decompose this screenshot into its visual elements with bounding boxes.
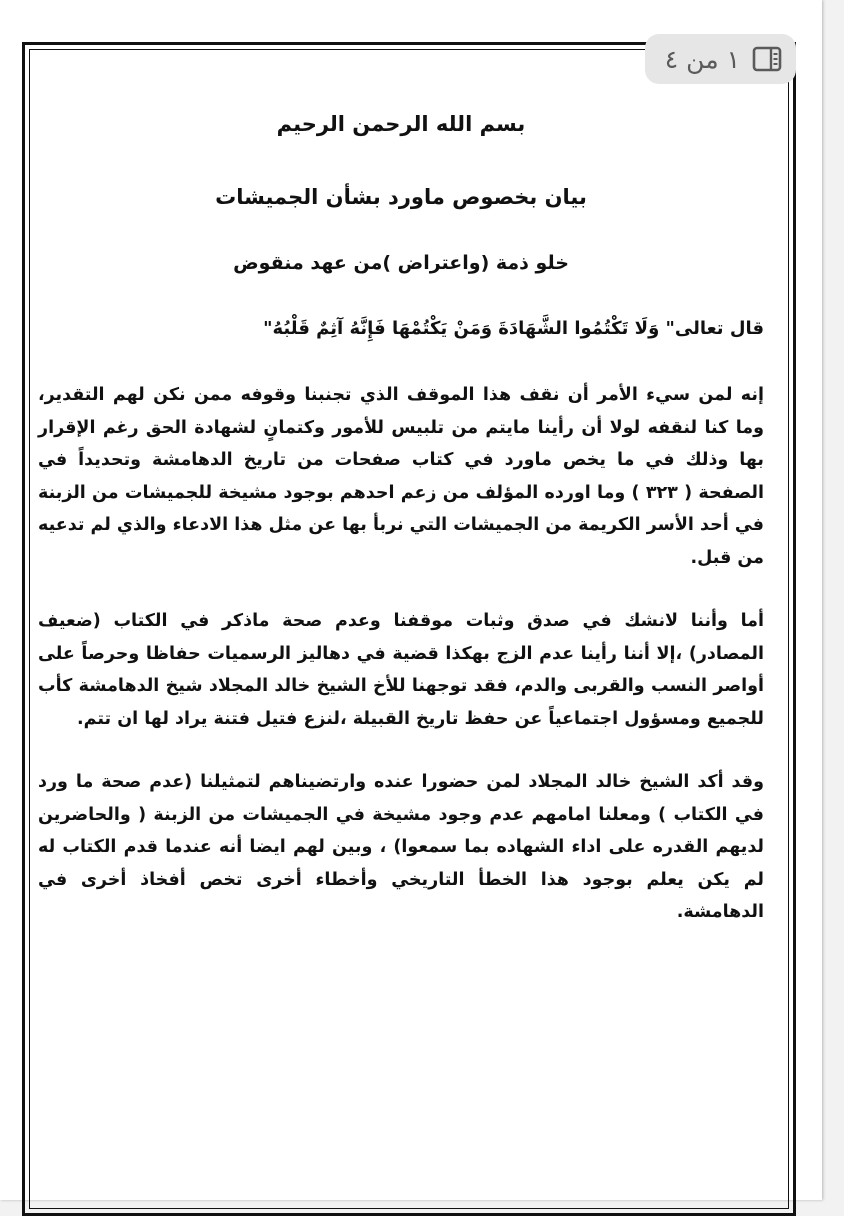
paragraph-3: وقد أكد الشيخ خالد المجلاد لمن حضورا عنده وارتضيناهم لتمثيلنا (عدم صحة ما ورد في الكتاب ) ومعلنا امامهم عدم وجود مشيخة في الجميشات من الزبنة ( والحاضرين لديهم القدره على اداء الشهاده بما سمعوا) ، وبين لهم ايضا أنه عندما قدم الكتاب له لم يكن يعلم بوجود هذا الخطأ التاريخي وأخطاء أخرى تخص أفخاذ أخرى في الدهامشة. xyxy=(38,772,764,922)
paragraph-2: أما وأننا لانشك في صدق وثبات موقفنا وعدم صحة ماذكر في الكتاب (ضعيف المصادر) ،إلا أننا رأينا عدم الزج بهكذا قضية في دهاليز الرسميات حفاظا وحرصاً على أواصر النسب والقربى والدم، فقد توجهنا للأخ الشيخ خالد المجلاد شيخ الدهامشة كأب للجميع ومسؤول اجتماعياً عن حفظ تاريخ القبيلة ،لنزع فتيل فتنة يراد لها ان تتم. xyxy=(38,611,764,729)
quran-quote: قال تعالى" وَلَا تَكْتُمُوا الشَّهَادَةَ وَمَنْ يَكْتُمْهَا فَإِنَّهُ آثِمٌ قَلْبُهُ" xyxy=(263,318,764,339)
page-indicator-label: ١ من ٤ xyxy=(664,44,740,74)
page-indicator[interactable] xyxy=(645,34,796,84)
book-view-icon xyxy=(752,46,782,72)
document-subtitle: خلو ذمة (واعتراض )من عهد منقوض xyxy=(233,252,569,274)
document-body xyxy=(38,108,764,929)
paragraph-1: إنه لمن سيء الأمر أن نقف هذا الموقف الذي تجنبنا وقوفه ممن نكن لهم التقدير، وما كنا لنقفه لولا أن رأينا مايتم من تلبيس للأمور وكتمانٍ لشهادة الحق رغم الإقرار بها وذلك في ما يخص ماورد في كتاب صفحات من تاريخ الدهامشة وتحديداً في الصفحة ( ٣٢٣ ) وما اورده المؤلف من زعم احدهم بوجود مشيخة للجميشات من الزبنة في أحد الأسر الكريمة من الجميشات التي نربأ بها عن مثل هذا الادعاء والذي لم تدعيه من قبل. xyxy=(38,385,764,568)
document-title: بيان بخصوص ماورد بشأن الجميشات xyxy=(215,185,587,209)
basmala: بسم الله الرحمن الرحيم xyxy=(276,112,526,136)
